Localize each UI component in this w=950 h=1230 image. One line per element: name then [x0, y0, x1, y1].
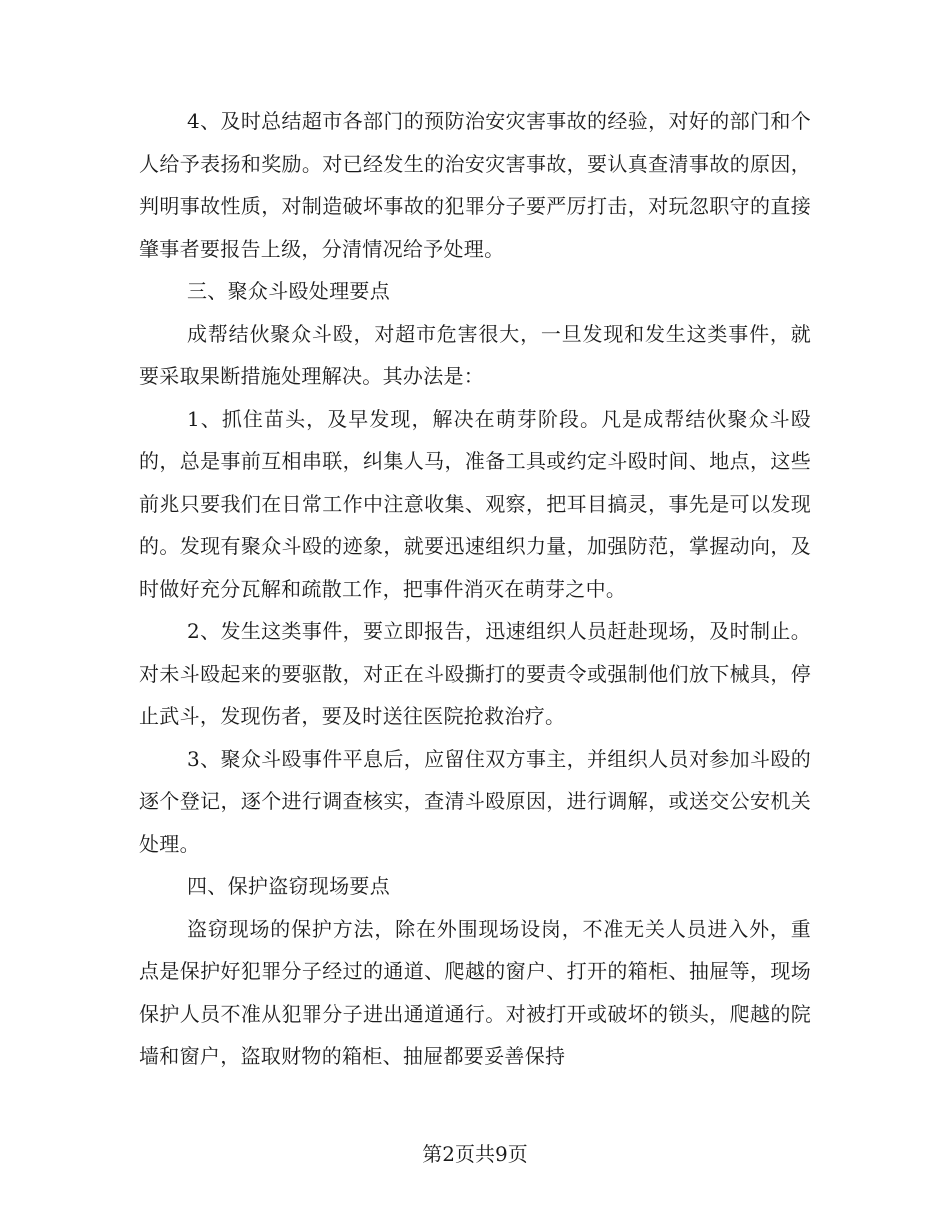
page-number-footer: 第2页共9页 — [422, 1142, 528, 1166]
document-body — [139, 100, 811, 1078]
section-heading-4: 四、保护盗窃现场要点 — [187, 874, 390, 898]
section-heading-3: 三、聚众斗殴处理要点 — [187, 279, 390, 303]
paragraph-5: 3、聚众斗殴事件平息后，应留住双方事主，并组织人员对参加斗殴的逐个登记，逐个进行调查核实，查清斗殴原因，进行调解，或送交公安机关处理。 — [139, 746, 811, 856]
paragraph-4: 2、发生这类事件，要立即报告，迅速组织人员赶赴现场，及时制止。对未斗殴起来的要驱散，对正在斗殴撕打的要责令或强制他们放下械具，停止武斗，发现伤者，要及时送往医院抢救治疗。 — [139, 619, 811, 728]
paragraph-6: 盗窃现场的保护方法，除在外围现场设岗，不准无关人员进入外，重点是保护好犯罪分子经过的通道、爬越的窗户、打开的箱柜、抽屉等，现场保护人员不准从犯罪分子进出通道通行。对被打开或破坏的锁头，爬越的院墙和窗户，盗取财物的箱柜、抽屉都要妥善保持 — [139, 916, 811, 1068]
paragraph-1: 4、及时总结超市各部门的预防治安灾害事故的经验，对好的部门和个人给予表扬和奖励。对已经发生的治安灾害事故，要认真查清事故的原因，判明事故性质，对制造破坏事故的犯罪分子要严厉打击，对玩忽职守的直接肇事者要报告上级，分清情况给予处理。 — [139, 109, 811, 261]
paragraph-2: 成帮结伙聚众斗殴，对超市危害很大，一旦发现和发生这类事件，就要采取果断措施处理解决。其办法是： — [139, 321, 811, 388]
paragraph-3: 1、抓住苗头，及早发现，解决在萌芽阶段。凡是成帮结伙聚众斗殴的，总是事前互相串联，纠集人马，准备工具或约定斗殴时间、地点，这些前兆只要我们在日常工作中注意收集、观察，把耳目搞灵，事先是可以发现的。发现有聚众斗殴的迹象，就要迅速组织力量，加强防范，掌握动向，及时做好充分瓦解和疏散工作，把事件消灭在萌芽之中。 — [139, 406, 811, 601]
